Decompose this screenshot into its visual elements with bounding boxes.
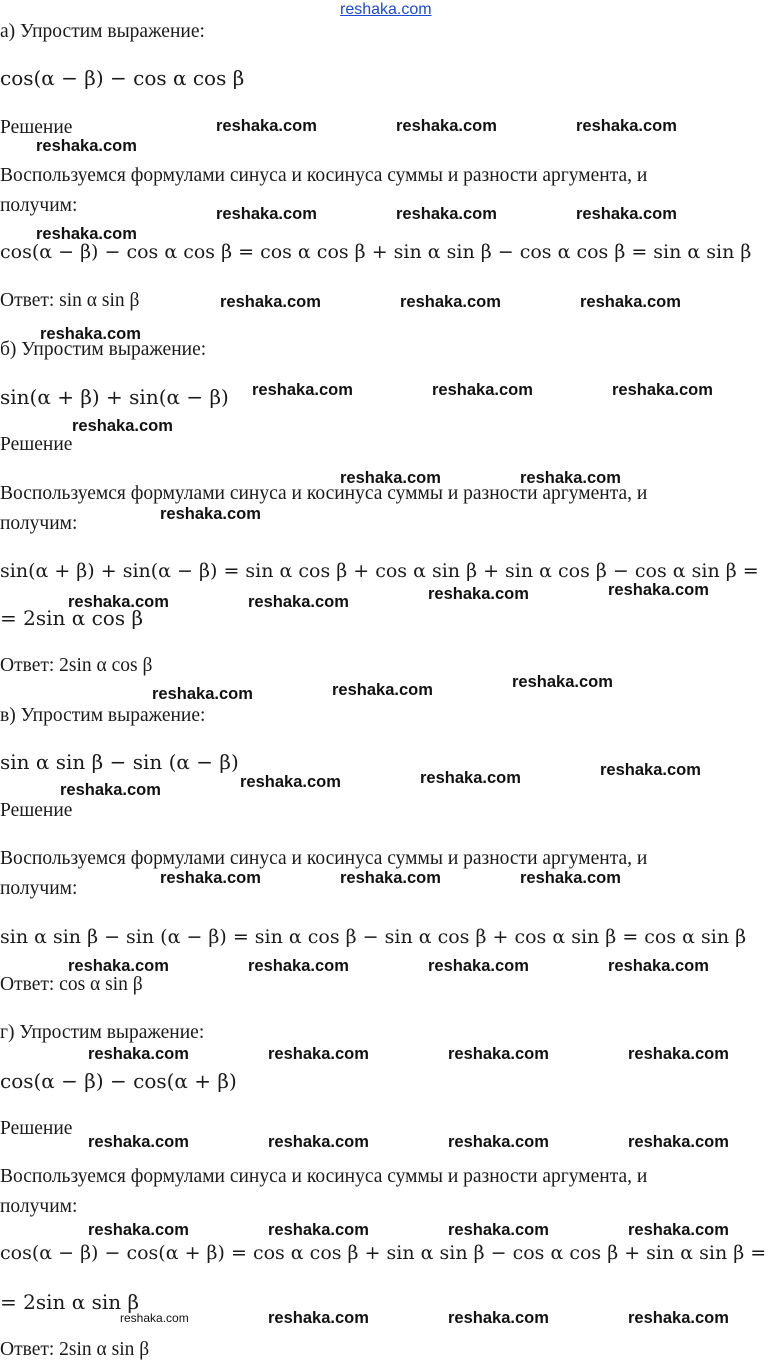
watermark: reshaka.com [268, 1309, 369, 1327]
section-g-text-line2: получим: [0, 1196, 78, 1217]
watermark: reshaka.com [248, 957, 349, 975]
watermark: reshaka.com [88, 1045, 189, 1063]
watermark: reshaka.com [36, 137, 137, 155]
watermark: reshaka.com [216, 205, 317, 223]
section-a-solution-label: Решение [0, 117, 73, 138]
section-g-heading: г) Упростим выражение: [0, 1022, 205, 1043]
section-a-expression: cos(α − β) − cos α cos β [0, 66, 245, 90]
watermark: reshaka.com [448, 1045, 549, 1063]
site-link[interactable]: reshaka.com [340, 1, 432, 18]
watermark: reshaka.com [68, 957, 169, 975]
watermark: reshaka.com [628, 1045, 729, 1063]
section-v-solution-label: Решение [0, 800, 73, 821]
watermark: reshaka.com [68, 593, 169, 611]
section-g-solution-label: Решение [0, 1118, 73, 1139]
section-b-formula-line1: sin(α + β) + sin(α − β) = sin α cos β + cos α sin β + sin α cos β − cos α sin β = [0, 560, 759, 582]
watermark: reshaka.com [72, 417, 173, 435]
watermark: reshaka.com [448, 1309, 549, 1327]
watermark: reshaka.com [396, 205, 497, 223]
watermark: reshaka.com [220, 293, 321, 311]
watermark: reshaka.com [580, 293, 681, 311]
watermark: reshaka.com [608, 581, 709, 599]
watermark: reshaka.com [36, 225, 137, 243]
section-g-formula-line2: = 2sin α sin β [0, 1290, 140, 1314]
watermark: reshaka.com [428, 585, 529, 603]
section-b-heading: б) Упростим выражение: [0, 339, 207, 360]
section-g-expression: cos(α − β) − cos(α + β) [0, 1069, 237, 1093]
section-v-heading: в) Упростим выражение: [0, 705, 206, 726]
watermark: reshaka.com [608, 957, 709, 975]
section-a-answer: Ответ: sin α sin β [0, 290, 140, 311]
watermark: reshaka.com [432, 381, 533, 399]
section-v-formula: sin α sin β − sin (α − β) = sin α cos β − sin α cos β + cos α sin β = cos α sin β [0, 926, 747, 948]
watermark: reshaka.com [520, 869, 621, 887]
watermark: reshaka.com [268, 1221, 369, 1239]
watermark: reshaka.com [160, 869, 261, 887]
section-b-answer: Ответ: 2sin α cos β [0, 655, 153, 676]
watermark: reshaka.com [576, 205, 677, 223]
watermark: reshaka.com [400, 293, 501, 311]
watermark: reshaka.com [40, 325, 141, 343]
watermark: reshaka.com [60, 781, 161, 799]
section-g-answer: Ответ: 2sin α sin β [0, 1339, 150, 1360]
watermark: reshaka.com [340, 469, 441, 487]
watermark: reshaka.com [252, 381, 353, 399]
watermark: reshaka.com [268, 1045, 369, 1063]
section-v-text-line2: получим: [0, 878, 78, 899]
watermark: reshaka.com [160, 505, 261, 523]
watermark: reshaka.com [520, 469, 621, 487]
watermark: reshaka.com [340, 869, 441, 887]
section-b-text-line1: Воспользуемся формулами синуса и косинуса суммы и разности аргумента, и [0, 483, 648, 504]
section-g-text-line1: Воспользуемся формулами синуса и косинуса суммы и разности аргумента, и [0, 1166, 648, 1187]
watermark: reshaka.com [152, 685, 253, 703]
watermark: reshaka.com [628, 1309, 729, 1327]
watermark: reshaka.com [396, 117, 497, 135]
watermark: reshaka.com [576, 117, 677, 135]
watermark: reshaka.com [332, 681, 433, 699]
section-b-text-line2: получим: [0, 513, 78, 534]
watermark: reshaka.com [448, 1221, 549, 1239]
watermark: reshaka.com [600, 761, 701, 779]
watermark: reshaka.com [612, 381, 713, 399]
watermark: reshaka.com [268, 1133, 369, 1151]
watermark: reshaka.com [88, 1221, 189, 1239]
section-a-heading: а) Упростим выражение: [0, 21, 205, 42]
section-b-expression: sin(α + β) + sin(α − β) [0, 385, 229, 409]
section-v-answer: Ответ: cos α sin β [0, 974, 143, 995]
section-a-text-line1: Воспользуемся формулами синуса и косинуса суммы и разности аргумента, и [0, 165, 648, 186]
watermark: reshaka.com [216, 117, 317, 135]
section-b-formula-line2: = 2sin α cos β [0, 606, 144, 630]
watermark: reshaka.com [420, 769, 521, 787]
watermark: reshaka.com [248, 593, 349, 611]
section-v-text-line1: Воспользуемся формулами синуса и косинуса суммы и разности аргумента, и [0, 848, 648, 869]
section-g-formula-line1: cos(α − β) − cos(α + β) = cos α cos β + sin α sin β − cos α cos β + sin α sin β = [0, 1242, 767, 1264]
section-a-text-line2: получим: [0, 195, 78, 216]
watermark: reshaka.com [628, 1221, 729, 1239]
section-b-solution-label: Решение [0, 434, 73, 455]
watermark: reshaka.com [628, 1133, 729, 1151]
watermark: reshaka.com [448, 1133, 549, 1151]
section-v-expression: sin α sin β − sin (α − β) [0, 750, 239, 774]
watermark: reshaka.com [428, 957, 529, 975]
watermark: reshaka.com [120, 1311, 189, 1325]
watermark: reshaka.com [240, 773, 341, 791]
watermark: reshaka.com [88, 1133, 189, 1151]
section-a-formula: cos(α − β) − cos α cos β = cos α cos β + sin α sin β − cos α cos β = sin α sin β [0, 241, 752, 263]
watermark: reshaka.com [512, 673, 613, 691]
